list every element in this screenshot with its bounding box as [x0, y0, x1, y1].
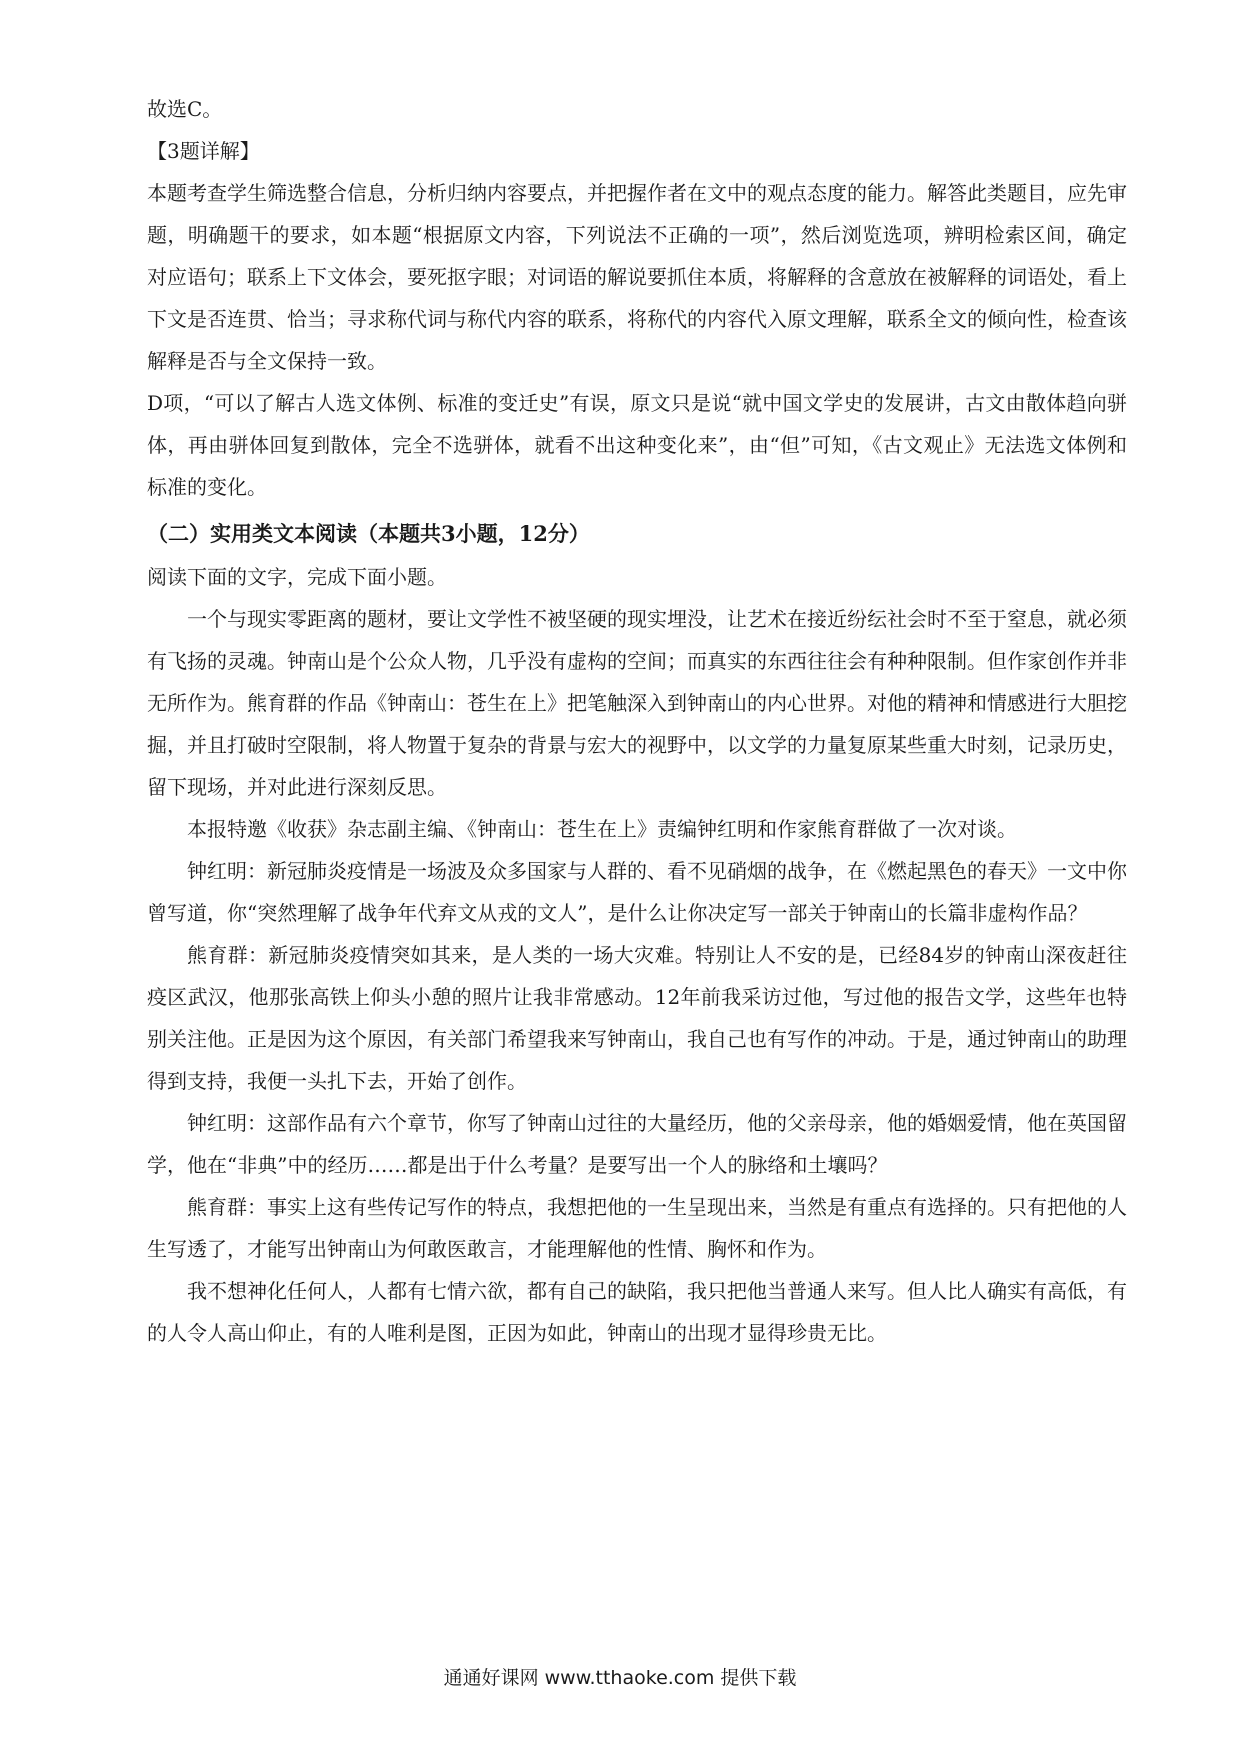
question-3-heading: 【3题详解】 — [147, 139, 260, 163]
reading-instruction: 阅读下面的文字，完成下面小题。 — [147, 565, 447, 589]
passage-paragraph: 熊育群：事实上这有些传记写作的特点，我想把他的一生呈现出来，当然是有重点有选择的。只有把他的人生写透了，才能写出钟南山为何敢医敢言，才能理解他的性情、胸怀和作为。 — [147, 1195, 1127, 1261]
passage-paragraph: 我不想神化任何人，人都有七情六欲，都有自己的缺陷，我只把他当普通人来写。但人比人确实有高低，有的人令人高山仰止，有的人唯利是图，正因为如此，钟南山的出现才显得珍贵无比。 — [147, 1279, 1127, 1345]
answer-line: 故选C。 — [147, 97, 223, 121]
question-3-explanation: 本题考查学生筛选整合信息，分析归纳内容要点，并把握作者在文中的观点态度的能力。解答此类题目，应先审题，明确题干的要求，如本题“根据原文内容，下列说法不正确的一项”，然后浏览选项，辨明检索区间，确定对应语句；联系上下文体会，要死抠字眼；对词语的解说要抓住本质，将解释的含意放在被解释的词语处，看上下文是否连贯、恰当；寻求称代词与称代内容的联系，将称代的内容代入原文理解，联系全文的倾向性，检查该解释是否与全文保持一致。 — [147, 181, 1127, 373]
section-heading: （二）实用类文本阅读（本题共3小题，12分） — [147, 521, 590, 546]
question-3-option-d: D项，“可以了解古人选文体例、标准的变迁史”有误，原文只是说“就中国文学史的发展讲，古文由散体趋向骈体，再由骈体回复到散体，完全不选骈体，就看不出这种变化来”，由“但”可知，《古文观止》无法选文体例和标准的变化。 — [147, 391, 1127, 499]
passage-paragraph: 钟红明：这部作品有六个章节，你写了钟南山过往的大量经历，他的父亲母亲，他的婚姻爱情，他在英国留学，他在“非典”中的经历……都是出于什么考量？是要写出一个人的脉络和土壤吗？ — [147, 1111, 1127, 1177]
document-body — [147, 88, 1127, 1354]
page-footer: 通通好课网 www.tthaoke.com 提供下载 — [443, 1667, 797, 1689]
passage-paragraph: 熊育群：新冠肺炎疫情突如其来，是人类的一场大灾难。特别让人不安的是，已经84岁的钟南山深夜赶往疫区武汉，他那张高铁上仰头小憩的照片让我非常感动。12年前我采访过他，写过他的报告文学，这些年也特别关注他。正是因为这个原因，有关部门希望我来写钟南山，我自己也有写作的冲动。于是，通过钟南山的助理得到支持，我便一头扎下去，开始了创作。 — [147, 943, 1127, 1093]
passage-paragraph: 本报特邀《收获》杂志副主编、《钟南山：苍生在上》责编钟红明和作家熊育群做了一次对谈。 — [187, 817, 1017, 841]
passage-paragraph: 一个与现实零距离的题材，要让文学性不被坚硬的现实埋没，让艺术在接近纷纭社会时不至于窒息，就必须有飞扬的灵魂。钟南山是个公众人物，几乎没有虚构的空间；而真实的东西往往会有种种限制。但作家创作并非无所作为。熊育群的作品《钟南山：苍生在上》把笔触深入到钟南山的内心世界。对他的精神和情感进行大胆挖掘，并且打破时空限制，将人物置于复杂的背景与宏大的视野中，以文学的力量复原某些重大时刻，记录历史，留下现场，并对此进行深刻反思。 — [147, 607, 1127, 799]
passage-paragraph: 钟红明：新冠肺炎疫情是一场波及众多国家与人群的、看不见硝烟的战争，在《燃起黑色的春天》一文中你曾写道，你“突然理解了战争年代弃文从戎的文人”，是什么让你决定写一部关于钟南山的长篇非虚构作品？ — [147, 859, 1127, 925]
